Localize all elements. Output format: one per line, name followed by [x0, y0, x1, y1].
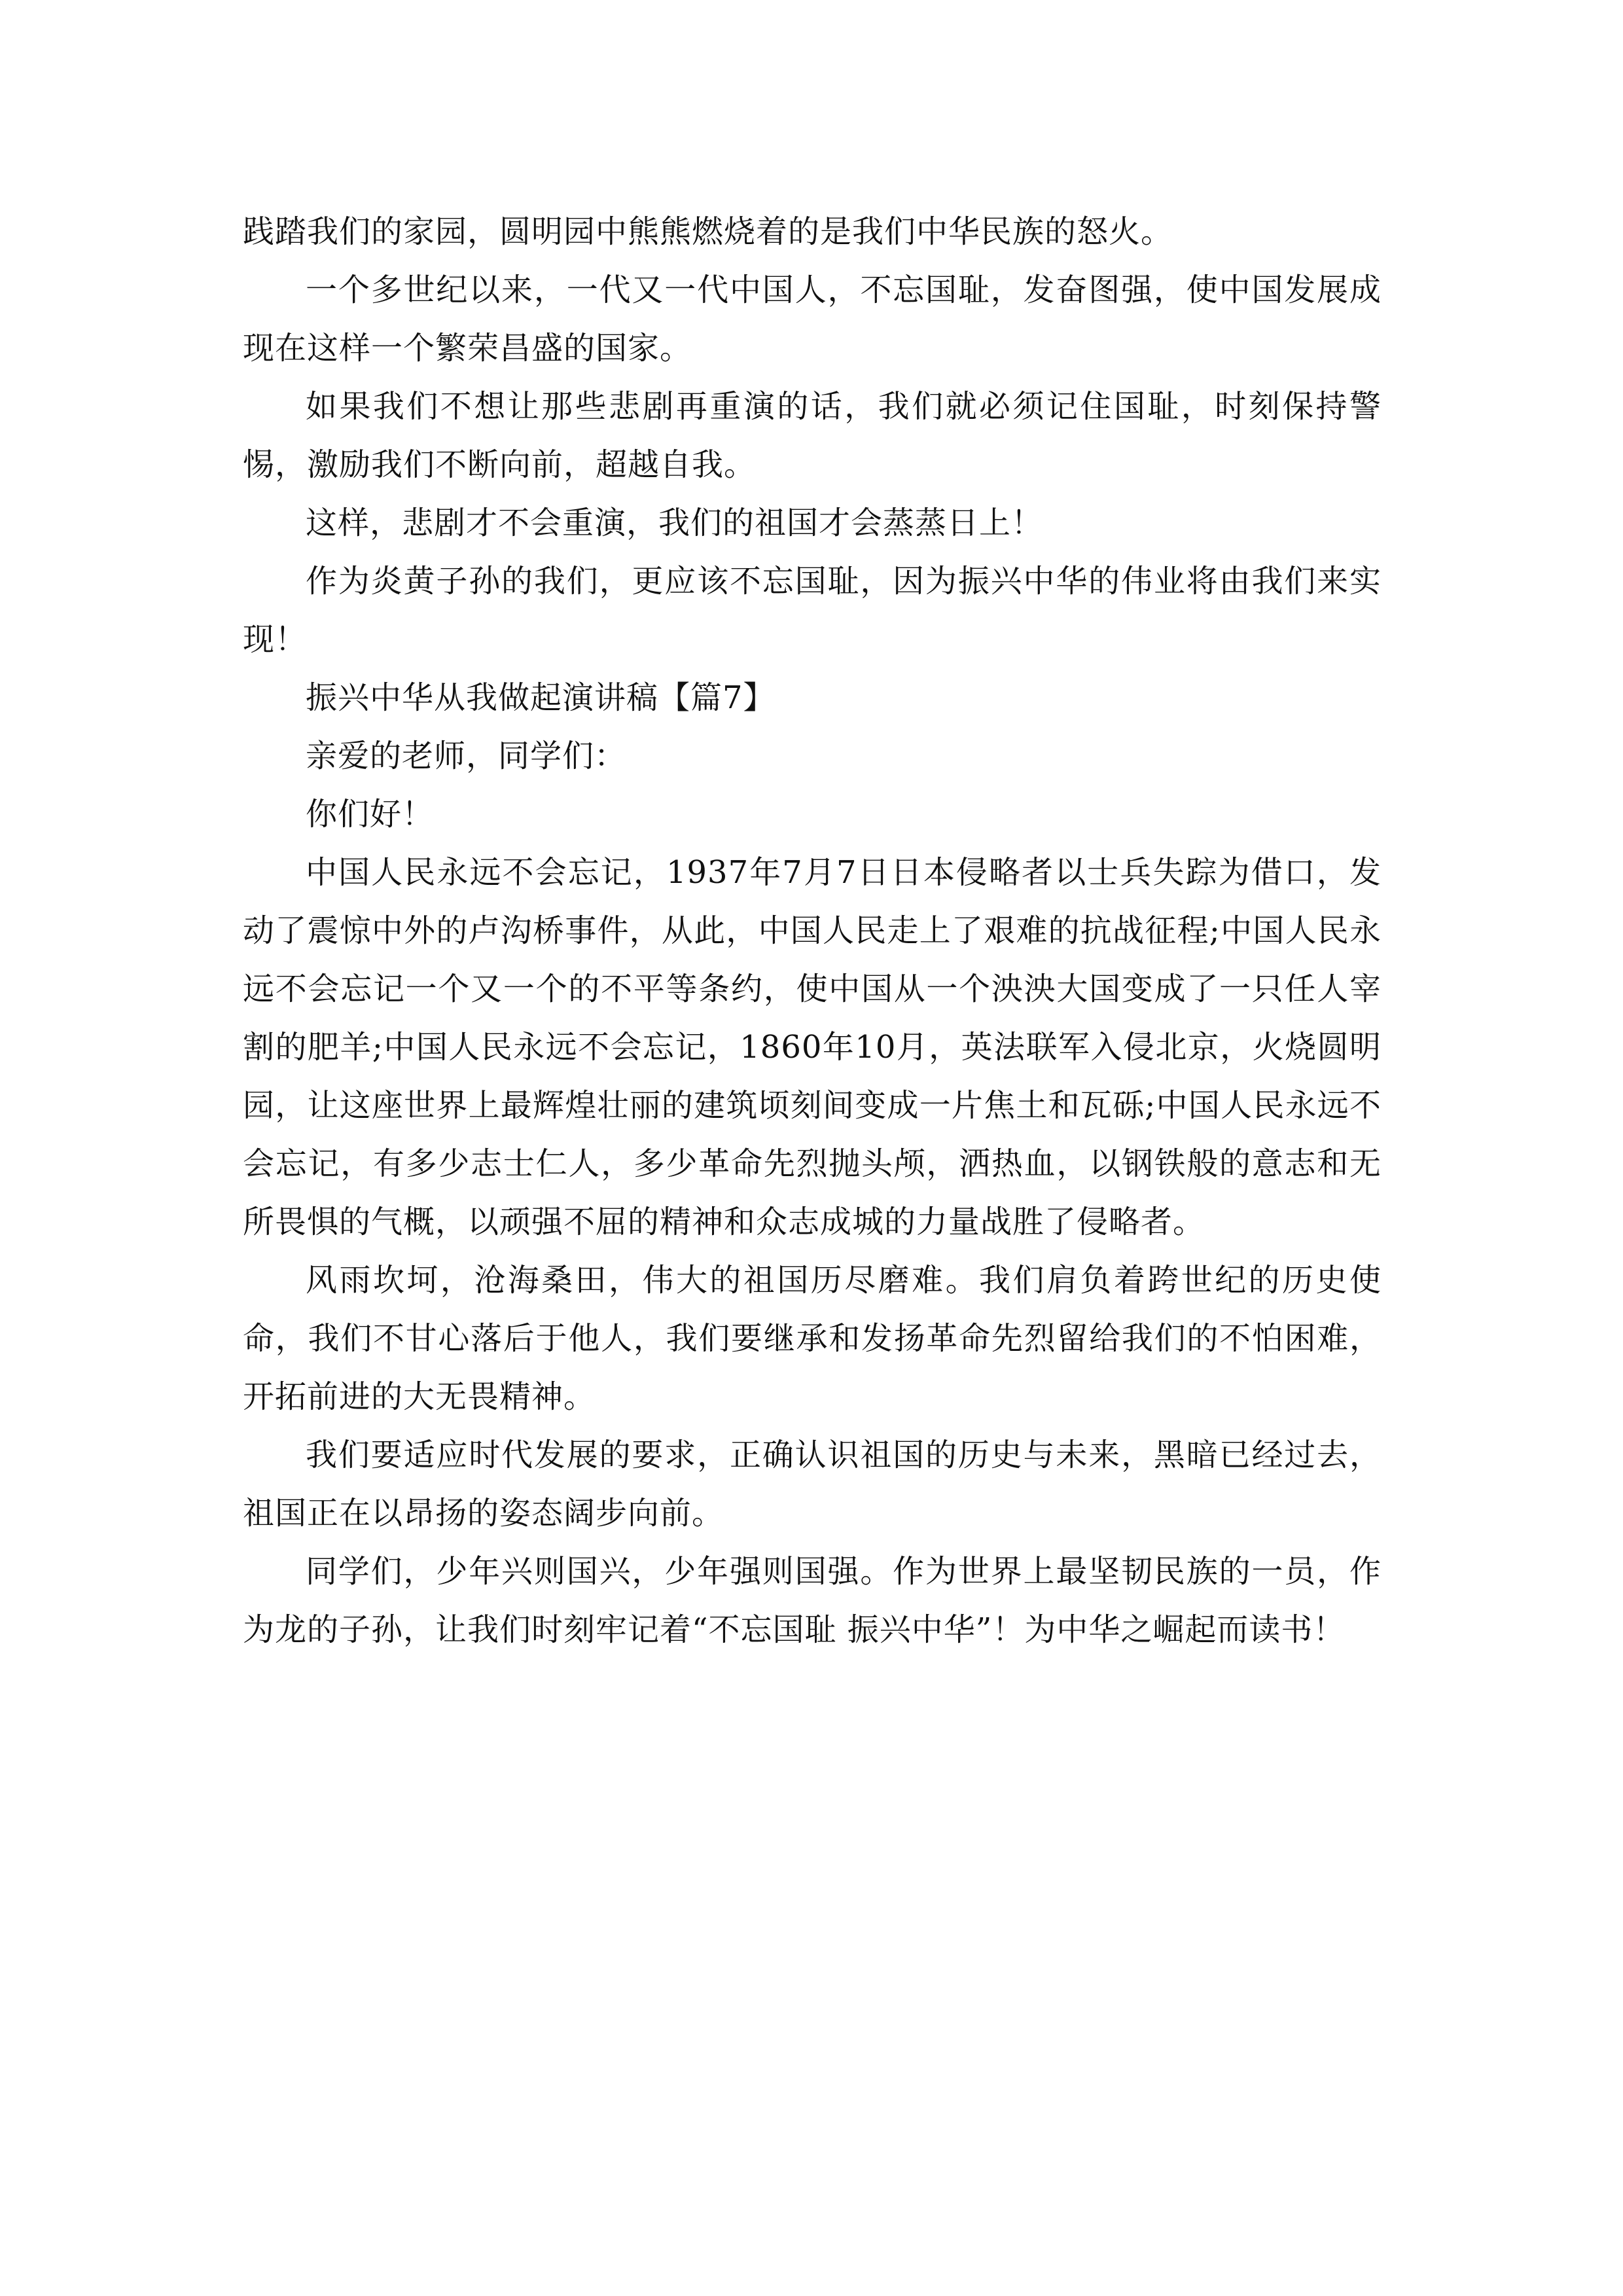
paragraph: 如果我们不想让那些悲剧再重演的话，我们就必须记住国耻，时刻保持警惕，激励我们不断向前，超越自我。: [243, 388, 1382, 483]
section-heading: 振兴中华从我做起演讲稿【篇7】: [306, 679, 776, 716]
document-body: [243, 203, 1382, 1659]
salutation: 亲爱的老师，同学们：: [306, 738, 627, 774]
paragraph: 这样，悲剧才不会重演，我们的祖国才会蒸蒸日上！: [306, 505, 1044, 541]
paragraph: 中国人民永远不会忘记，1937年7月7日日本侵略者以士兵失踪为借口，发动了震惊中外的卢沟桥事件，从此，中国人民走上了艰难的抗战征程;中国人民永远不会忘记一个又一个的不平等条约，使中国从一个泱泱大国变成了一只任人宰割的肥羊;中国人民永远不会忘记，1860年10月，英法联军入侵北京，火烧圆明园，让这座世界上最辉煌壮丽的建筑顷刻间变成一片焦土和瓦砾;中国人民永远不会忘记，有多少志士仁人，多少革命先烈抛头颅，洒热血，以钢铁般的意志和无所畏惧的气概，以顽强不屈的精神和众志成城的力量战胜了侵略者。: [243, 854, 1382, 1240]
paragraph: 作为炎黄子孙的我们，更应该不忘国耻，因为振兴中华的伟业将由我们来实现！: [243, 563, 1382, 658]
paragraph: 同学们，少年兴则国兴，少年强则国强。作为世界上最坚韧民族的一员，作为龙的子孙，让我们时刻牢记着“不忘国耻 振兴中华”！为中华之崛起而读书！: [243, 1553, 1382, 1648]
paragraph: 一个多世纪以来，一代又一代中国人，不忘国耻，发奋图强，使中国发展成现在这样一个繁荣昌盛的国家。: [243, 272, 1382, 367]
greeting: 你们好！: [306, 796, 435, 833]
paragraph: 风雨坎坷，沧海桑田，伟大的祖国历尽磨难。我们肩负着跨世纪的历史使命，我们不甘心落后于他人，我们要继承和发扬革命先烈留给我们的不怕困难，开拓前进的大无畏精神。: [243, 1262, 1382, 1415]
paragraph: 我们要适应时代发展的要求，正确认识祖国的历史与未来，黑暗已经过去，祖国正在以昂扬的姿态阔步向前。: [243, 1437, 1382, 1532]
paragraph-continuation: 践踏我们的家园，圆明园中熊熊燃烧着的是我们中华民族的怒火。: [243, 213, 1173, 250]
